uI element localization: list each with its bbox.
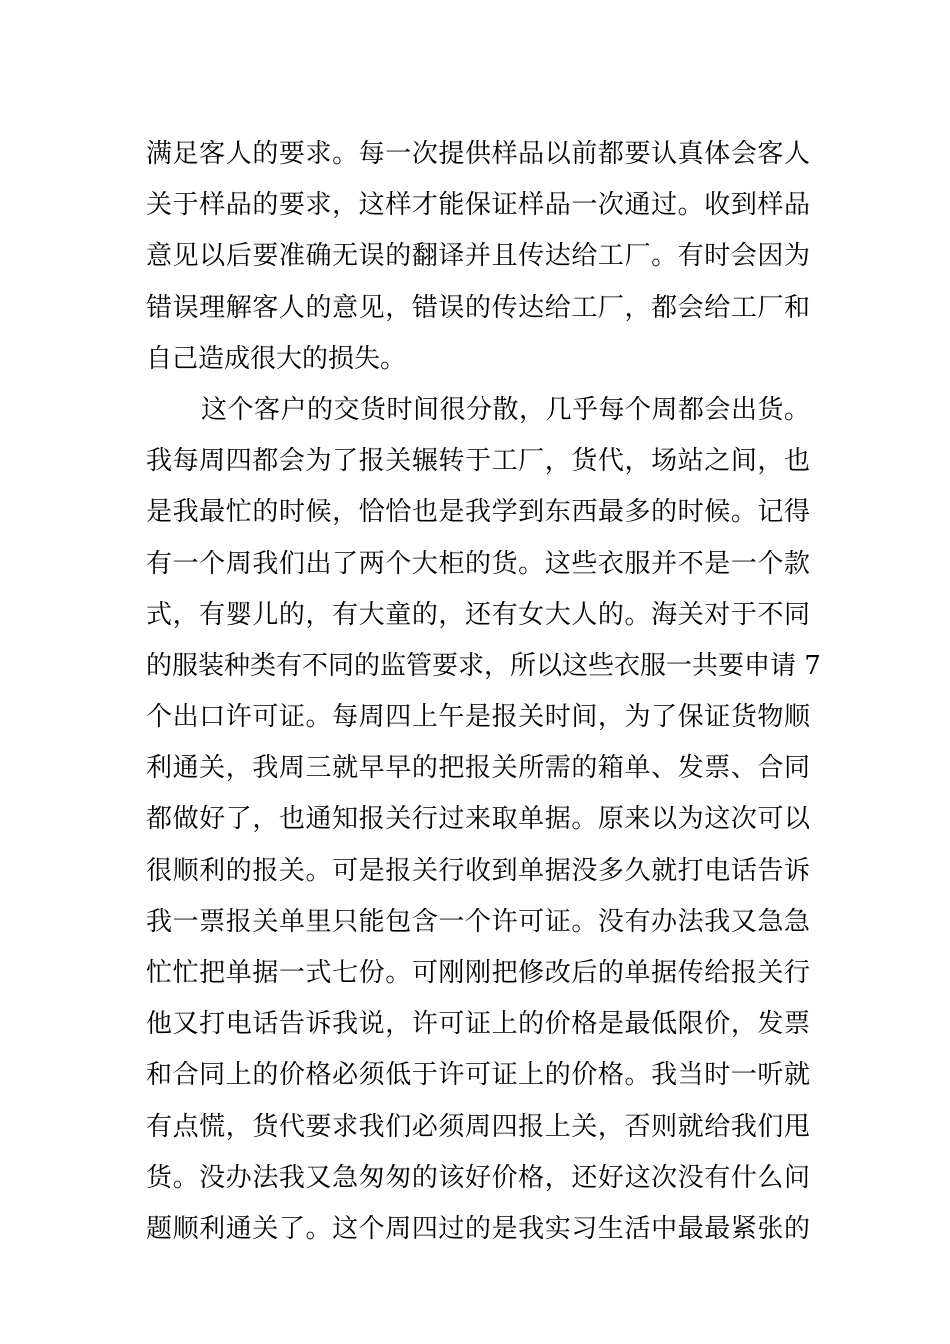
text-line: 他又打电话告诉我说，许可证上的价格是最低限价，发票 <box>146 1009 810 1040</box>
text-line: 的服装种类有不同的监管要求，所以这些衣服一共要申请 7 <box>146 650 821 681</box>
text-line: 有一个周我们出了两个大柜的货。这些衣服并不是一个款 <box>146 548 810 579</box>
text-line: 忙忙把单据一式七份。可刚刚把修改后的单据传给报关行 <box>146 958 810 988</box>
text-line: 利通关，我周三就早早的把报关所需的箱单、发票、合同 <box>146 753 810 784</box>
text-line: 我每周四都会为了报关辗转于工厂，货代，场站之间，也 <box>146 446 810 477</box>
text-line: 题顺利通关了。这个周四过的是我实习生活中最最紧张的 <box>146 1213 810 1244</box>
text-line: 都做好了，也通知报关行过来取单据。原来以为这次可以 <box>146 804 810 835</box>
text-line: 满足客人的要求。每一次提供样品以前都要认真体会客人 <box>146 139 810 169</box>
text-line: 个出口许可证。每周四上午是报关时间，为了保证货物顺 <box>146 702 810 733</box>
paragraph <box>146 385 821 1255</box>
text-line: 货。没办法我又急匆匆的该好价格，还好这次没有什么问 <box>146 1162 810 1193</box>
text-line: 和合同上的价格必须低于许可证上的价格。我当时一听就 <box>146 1060 810 1091</box>
text-line: 是我最忙的时候，恰恰也是我学到东西最多的时候。记得 <box>146 497 810 528</box>
text-line: 式，有婴儿的，有大童的，还有女大人的。海关对于不同 <box>146 599 810 630</box>
text-line: 自己造成很大的损失。 <box>146 343 407 374</box>
text-line: 意见以后要准确无误的翻译并且传达给工厂。有时会因为 <box>146 241 810 272</box>
text-line: 错误理解客人的意见，错误的传达给工厂，都会给工厂和 <box>146 292 810 323</box>
paragraph <box>146 129 810 385</box>
text-line: 关于样品的要求，这样才能保证样品一次通过。收到样品 <box>146 190 810 221</box>
text-line: 这个客户的交货时间很分散，几乎每个周都会出货。 <box>201 394 810 425</box>
text-line: 有点慌，货代要求我们必须周四报上关，否则就给我们甩 <box>146 1111 810 1142</box>
body-text <box>146 129 821 1255</box>
text-line: 很顺利的报关。可是报关行收到单据没多久就打电话告诉 <box>146 855 810 886</box>
text-line: 我一票报关单里只能包含一个许可证。没有办法我又急急 <box>146 906 810 937</box>
